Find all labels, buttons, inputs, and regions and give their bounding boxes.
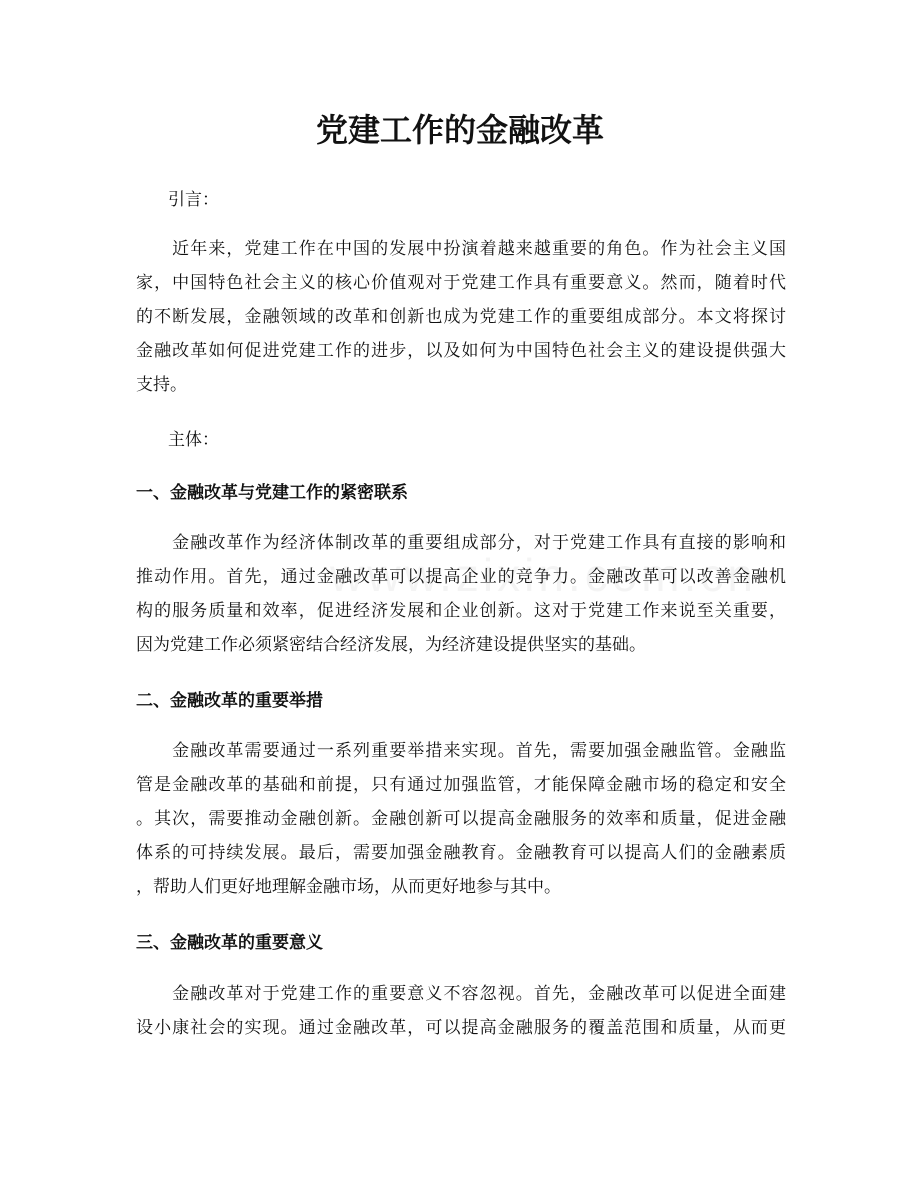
paragraph-line: 体系的可持续发展。最后，需要加强金融教育。金融教育可以提高人们的金融素质 <box>136 843 786 863</box>
paragraph-line: 金融改革需要通过一系列重要举措来实现。首先，需要加强金融监管。金融监 <box>136 741 786 761</box>
section-heading-3: 三、金融改革的重要意义 <box>136 933 323 953</box>
paragraph-line: 因为党建工作必须紧密结合经济发展，为经济建设提供坚实的基础。 <box>136 635 646 655</box>
paragraph-line: 。其次，需要推动金融创新。金融创新可以提高金融服务的效率和质量，促进金融 <box>136 809 786 829</box>
intro-label: 引言： <box>168 190 219 210</box>
intro-paragraph <box>136 232 786 402</box>
section-paragraph-3 <box>136 977 786 1045</box>
paragraph-line: 设小康社会的实现。通过金融改革，可以提高金融服务的覆盖范围和质量，从而更 <box>136 1018 786 1038</box>
paragraph-line: 家，中国特色社会主义的核心价值观对于党建工作具有重要意义。然而，随着时代 <box>136 273 786 293</box>
paragraph-line: 金融改革作为经济体制改革的重要组成部分，对于党建工作具有直接的影响和 <box>136 533 786 553</box>
paragraph-line: 管是金融改革的基础和前提，只有通过加强监管，才能保障金融市场的稳定和安全 <box>136 775 786 795</box>
body-label: 主体： <box>168 430 219 450</box>
paragraph-line: 近年来，党建工作在中国的发展中扮演着越来越重要的角色。作为社会主义国 <box>136 239 786 259</box>
paragraph-line: 金融改革对于党建工作的重要意义不容忽视。首先，金融改革可以促进全面建 <box>136 984 786 1004</box>
section-heading-1: 一、金融改革与党建工作的紧密联系 <box>136 483 408 503</box>
document-title: 党建工作的金融改革 <box>315 111 604 149</box>
paragraph-line: 推动作用。首先，通过金融改革可以提高企业的竞争力。金融改革可以改善金融机 <box>136 567 786 587</box>
paragraph-line: 的不断发展，金融领域的改革和创新也成为党建工作的重要组成部分。本文将探讨 <box>136 307 786 327</box>
paragraph-line: 金融改革如何促进党建工作的进步，以及如何为中国特色社会主义的建设提供强大 <box>136 341 786 361</box>
paragraph-line: 构的服务质量和效率，促进经济发展和企业创新。这对于党建工作来说至关重要， <box>136 601 786 621</box>
paragraph-line: ，帮助人们更好地理解金融市场，从而更好地参与其中。 <box>136 877 561 897</box>
section-paragraph-1 <box>136 526 786 662</box>
paragraph-line: 支持。 <box>136 375 187 395</box>
section-paragraph-2 <box>136 734 786 904</box>
section-heading-2: 二、金融改革的重要举措 <box>136 691 323 711</box>
